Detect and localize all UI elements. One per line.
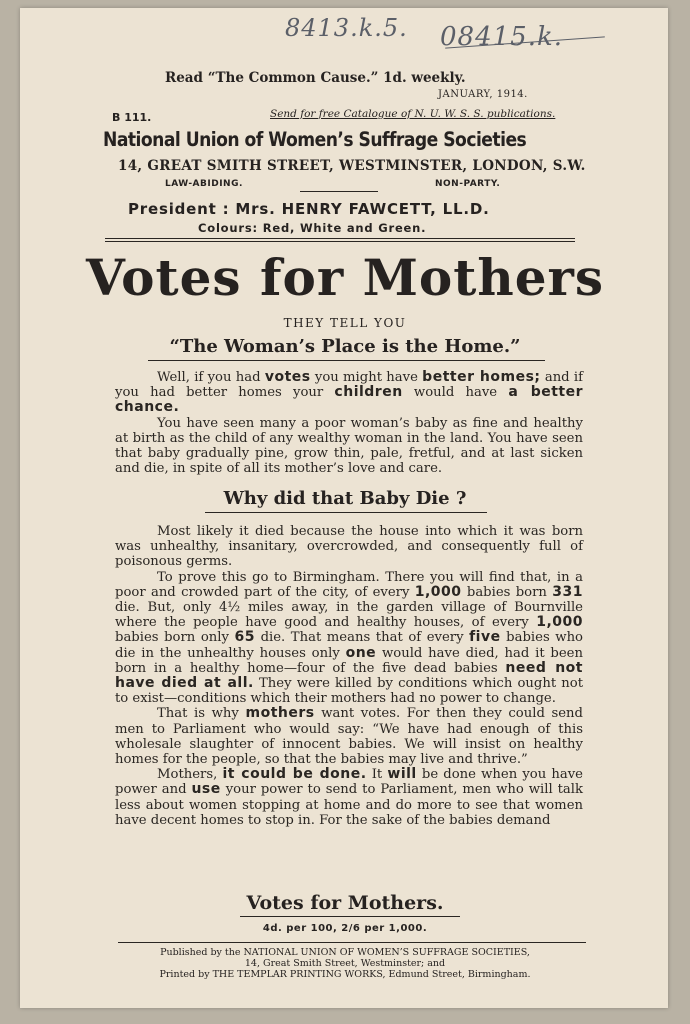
body-text-run: die. That means that of every (255, 630, 470, 646)
slogan-underline (148, 360, 545, 361)
footer-rule (118, 942, 586, 943)
emphasis-text: use (191, 781, 221, 798)
body-text-run: That is why (157, 706, 246, 722)
emphasis-text: will (387, 766, 417, 783)
emphasis-text: five (469, 629, 501, 646)
price-line: 4d. per 100, 2/6 per 1,000. (262, 923, 428, 934)
catalogue-note: Send for free Catalogue of N. U. W. S. S. publications. (270, 108, 556, 120)
body-text-run: want votes. For then they could send men to Parliament who would say: “We have had enough of this wholesale slaughter of innocent babies. We will insist on healthy homes for the people, so that the babies may live and thrive.” (115, 706, 583, 768)
issue-date: JANUARY, 1914. (438, 89, 528, 100)
body-text-run: babies born (461, 584, 553, 600)
intro-paragraph-1 (115, 370, 583, 416)
publisher-imprint (80, 947, 610, 980)
closing-title: Votes for Mothers. (246, 892, 444, 914)
argument-paragraph-4 (115, 767, 583, 828)
argument-text (115, 524, 583, 828)
colours-line: Colours: Red, White and Green. (198, 221, 427, 235)
body-text-run: would have (402, 385, 509, 401)
non-party-label: NON-PARTY. (435, 179, 501, 189)
emphasis-text: a better chance. (115, 384, 583, 416)
argument-paragraph-3 (115, 706, 583, 767)
closing-underline (240, 916, 460, 917)
organisation-name: National Union of Women’s Suffrage Societies (103, 128, 527, 151)
body-text-run: and if you had better homes your (115, 370, 584, 401)
body-text-run: It (366, 767, 388, 783)
they-tell-you: THEY TELL YOU (283, 316, 407, 330)
emphasis-text: votes (264, 369, 311, 385)
emphasis-text: one (345, 644, 377, 661)
slogan-heading: “The Woman’s Place is the Home.” (169, 336, 521, 357)
handwritten-shelfmark-2: 08415.k. (440, 22, 563, 52)
baby-die-underline (205, 512, 487, 513)
body-text-run: you might have (310, 370, 423, 385)
body-text-run: Mothers, (157, 767, 223, 783)
imprint-line-2: 14, Great Smith Street, Westminster; and (244, 958, 446, 969)
emphasis-text: 1,000 (536, 614, 583, 631)
main-title: Votes for Mothers (85, 248, 605, 307)
body-text-run: babies born only (115, 630, 235, 646)
argument-paragraph-1: Most likely it died because the house into which it was born was unhealthy, insanitary, overcrowded, and consequently full of poisonous germs. (115, 524, 583, 570)
imprint-line-1: Published by the NATIONAL UNION OF WOMEN’S SUFFRAGE SOCIETIES, (160, 947, 530, 958)
body-text-run: They were killed by conditions which ought not to exist—conditions which their mothers had no power to change. (115, 676, 583, 707)
president-line: President : Mrs. HENRY FAWCETT, LL.D. (128, 200, 490, 218)
emphasis-text: better homes; (422, 369, 541, 385)
emphasis-text: 331 (552, 583, 583, 600)
leaflet-code: B 111. (112, 111, 152, 124)
baby-die-heading: Why did that Baby Die ? (223, 488, 467, 509)
emphasis-text: it could be done. (222, 766, 367, 783)
argument-paragraph-2 (115, 570, 583, 707)
body-text-run: your power to send to Parliament, men who will talk less about women stopping at home and do more to see that women have decent homes to stop in. For the sake of the babies demand (115, 782, 583, 828)
organisation-address: 14, GREAT SMITH STREET, WESTMINSTER, LONDON, S.W. (118, 158, 586, 174)
law-abiding-label: LAW-ABIDING. (165, 179, 243, 189)
intro-paragraph-2: You have seen many a poor woman’s baby as fine and healthy at birth as the child of any wealthy woman in the land. You have seen that baby gradually pine, grow thin, pale, fretful, and at last sicken and die, in spite of all its mother’s love and care. (115, 415, 583, 477)
handwritten-shelfmark-1: 8413.k.5. (285, 14, 408, 42)
emphasis-text: mothers (245, 705, 315, 722)
body-text-run: Well, if you had (157, 370, 265, 385)
header-divider-short (300, 191, 378, 192)
emphasis-text: 65 (234, 629, 255, 646)
emphasis-text: children (334, 384, 403, 401)
body-text-run: be done when you have power and (115, 767, 583, 798)
body-text-run: would have died, had it been born in a healthy home—four of the five dead babies (115, 645, 583, 676)
common-cause-line: Read “The Common Cause.” 1d. weekly. (165, 70, 466, 86)
emphasis-text: need not have died at all. (115, 659, 583, 692)
body-text-run: die. But, only 4½ miles away, in the garden village of Bournville where the people have good and healthy houses, of every (115, 600, 583, 631)
body-text-run: To prove this go to Birmingham. There you will find that, in a poor and crowded part of the city, of every (115, 569, 583, 600)
header-rule-top (105, 238, 575, 239)
imprint-line-3: Printed by THE TEMPLAR PRINTING WORKS, Edmund Street, Birmingham. (159, 969, 531, 980)
header-rule-bottom (105, 241, 575, 242)
intro-text (115, 370, 583, 476)
emphasis-text: 1,000 (414, 583, 462, 600)
body-text-run: babies who die in the unhealthy houses only (115, 630, 583, 661)
